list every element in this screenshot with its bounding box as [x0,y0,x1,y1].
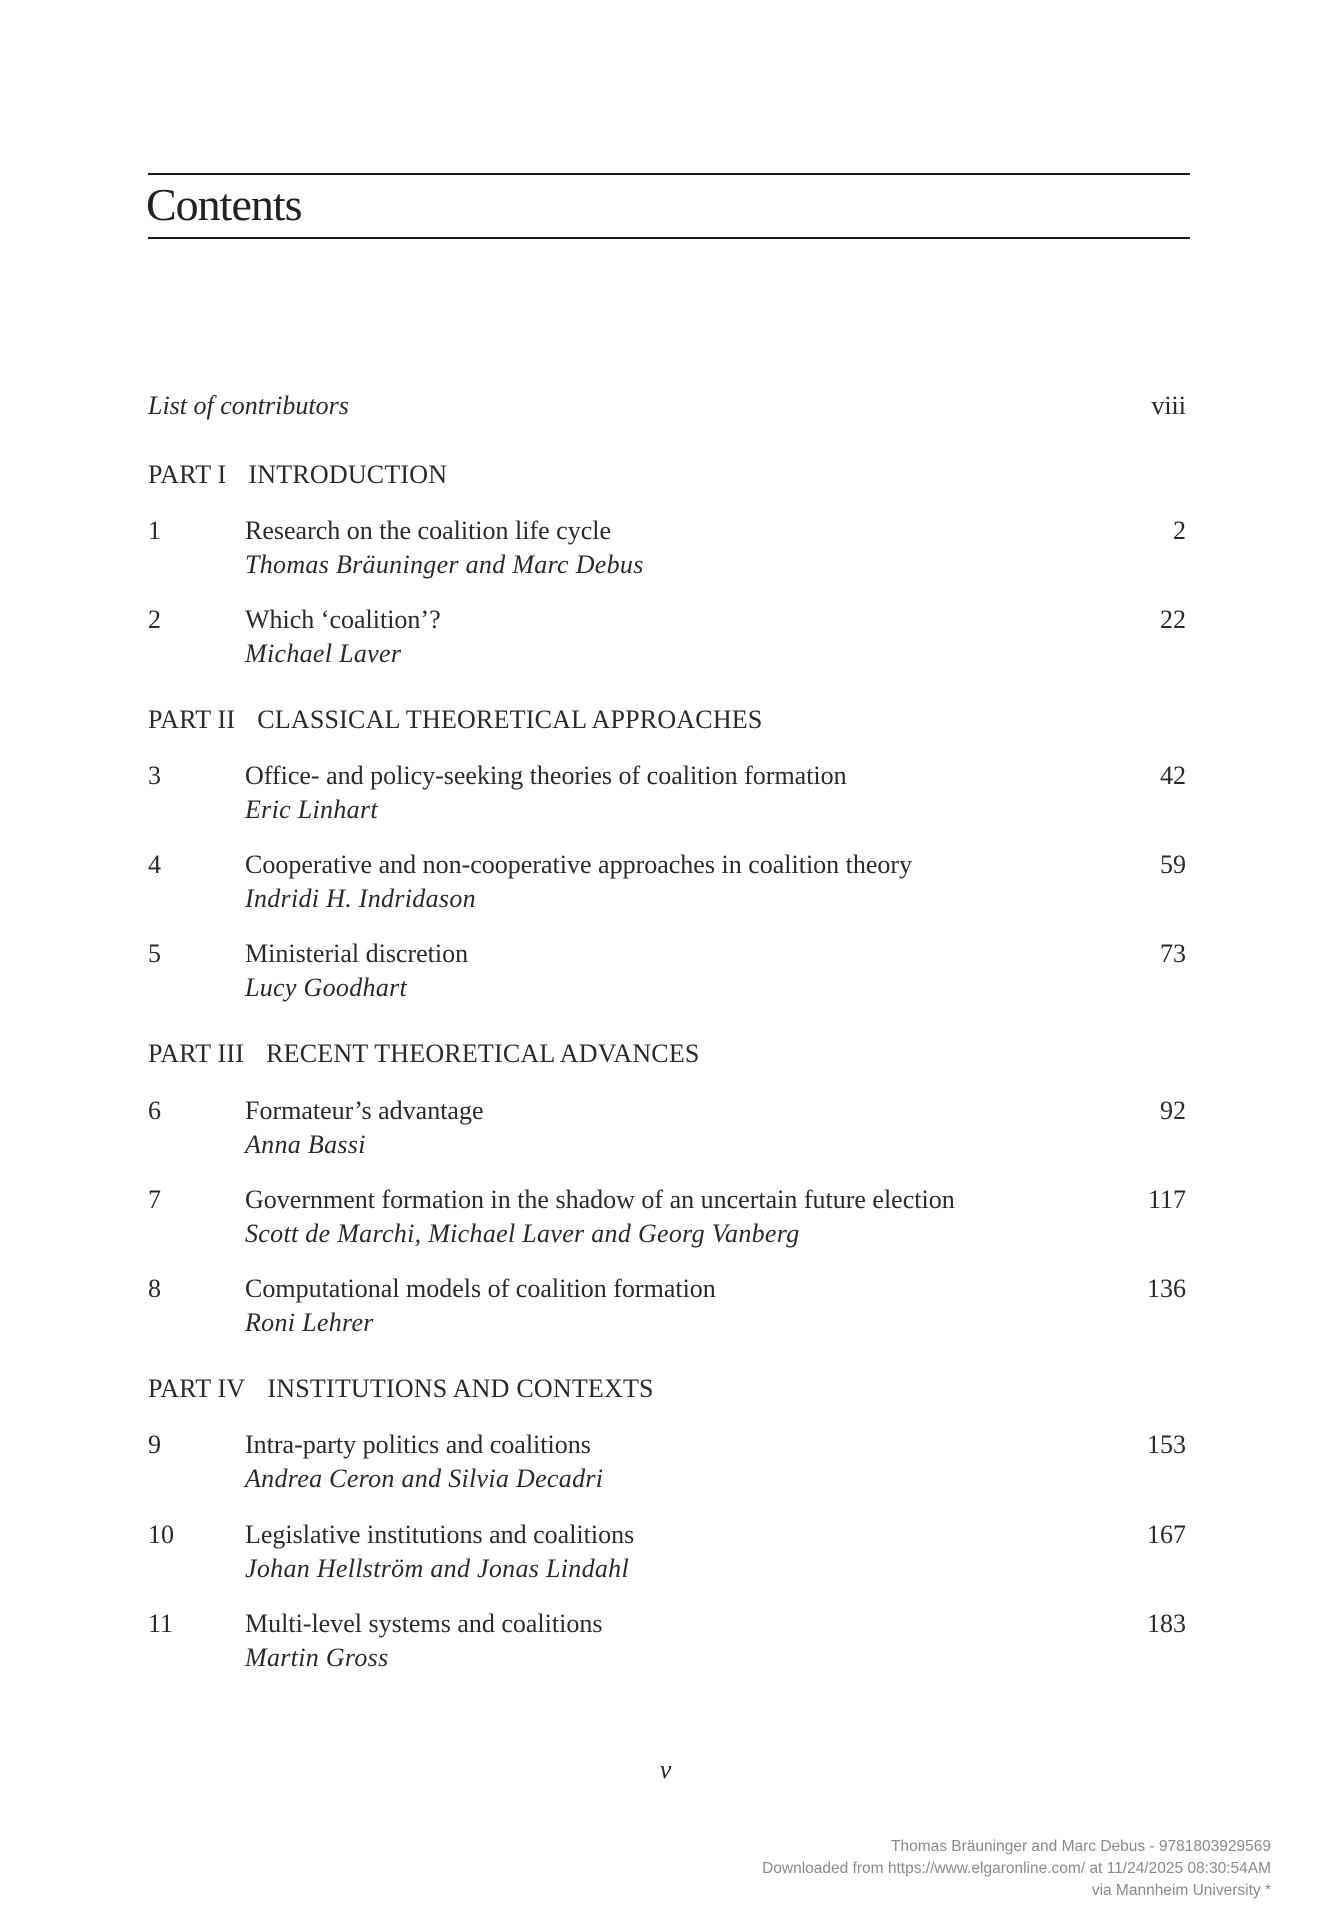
toc-chapter-entry[interactable] [148,848,1190,916]
chapter-number: 9 [148,1430,161,1459]
chapter-author: Scott de Marchi, Michael Laver and Georg Vanberg [245,1219,800,1248]
chapter-author: Thomas Bräuninger and Marc Debus [245,550,644,579]
chapter-author: Roni Lehrer [245,1308,374,1337]
part-heading [148,1037,1190,1071]
chapter-title: Multi-level systems and coalitions [245,1609,603,1638]
chapter-author: Eric Linhart [245,795,378,824]
toc-page-number: 136 [1147,1274,1186,1303]
part-label: PART III [148,1039,245,1068]
watermark-line: Downloaded from https://www.elgaronline.com/ at 11/24/2025 08:30:54AM [762,1860,1271,1877]
chapter-title: Research on the coalition life cycle [245,516,612,545]
download-watermark [762,1836,1271,1902]
part-title: INSTITUTIONS AND CONTEXTS [267,1374,654,1403]
chapter-number: 11 [148,1609,174,1638]
toc-page-number: 92 [1160,1096,1186,1125]
chapter-number: 5 [148,939,161,968]
part-heading [148,1372,1190,1406]
toc-chapter-entry[interactable] [148,1428,1190,1496]
toc-chapter-entry[interactable] [148,603,1190,671]
chapter-author: Lucy Goodhart [245,973,408,1002]
watermark-line: via Mannheim University * [1091,1882,1271,1899]
chapter-author: Johan Hellström and Jonas Lindahl [245,1554,630,1583]
chapter-number: 8 [148,1274,161,1303]
part-title: RECENT THEORETICAL ADVANCES [266,1039,700,1068]
chapter-title: Which ‘coalition’? [245,605,441,634]
toc-page-number: viii [1151,391,1186,420]
toc-entry-label: List of contributors [148,391,349,420]
title-underline-rule [148,237,1190,239]
toc-page-number: 167 [1147,1520,1186,1549]
page-folio: v [659,1755,672,1784]
toc-page-number: 183 [1147,1609,1186,1638]
chapter-number: 7 [148,1185,161,1214]
chapter-title: Office- and policy-seeking theories of coalition formation [245,761,847,790]
page-title: Contents [146,179,302,230]
toc-page-number: 42 [1160,761,1186,790]
chapter-title: Formateur’s advantage [245,1096,484,1125]
part-heading [148,458,1190,492]
chapter-number: 6 [148,1096,161,1125]
toc-page-number: 22 [1160,605,1186,634]
chapter-title: Computational models of coalition formation [245,1274,716,1303]
toc-page-number: 153 [1147,1430,1186,1459]
toc-page-number: 59 [1160,850,1186,879]
part-title: INTRODUCTION [248,460,448,489]
part-heading [148,703,1190,737]
chapter-number: 4 [148,850,161,879]
part-label: PART II [148,705,236,734]
watermark-line: Thomas Bräuninger and Marc Debus - 9781803929569 [891,1838,1271,1855]
toc-page-number: 73 [1160,939,1186,968]
toc-chapter-entry[interactable] [148,1518,1190,1586]
chapter-author: Indridi H. Indridason [245,884,476,913]
toc-chapter-entry[interactable] [148,937,1190,1005]
chapter-number: 3 [148,761,161,790]
chapter-number: 10 [148,1520,174,1549]
part-label: PART I [148,460,227,489]
toc-chapter-entry[interactable] [148,1094,1190,1162]
toc-entry-list-of-contributors[interactable] [148,389,1190,423]
toc-chapter-entry[interactable] [148,1272,1190,1340]
chapter-number: 1 [148,516,161,545]
toc-page-number: 117 [1147,1185,1186,1214]
chapter-author: Andrea Ceron and Silvia Decadri [245,1464,604,1493]
chapter-title: Cooperative and non-cooperative approaches in coalition theory [245,850,913,879]
top-rule [148,173,1190,175]
chapter-title: Ministerial discretion [245,939,469,968]
toc-chapter-entry[interactable] [148,1607,1190,1675]
chapter-title: Government formation in the shadow of an uncertain future election [245,1185,955,1214]
chapter-title: Legislative institutions and coalitions [245,1520,635,1549]
part-title: CLASSICAL THEORETICAL APPROACHES [257,705,763,734]
chapter-author: Martin Gross [245,1643,389,1672]
toc-chapter-entry[interactable] [148,1183,1190,1251]
toc-chapter-entry[interactable] [148,514,1190,582]
chapter-number: 2 [148,605,161,634]
toc-page-number: 2 [1173,516,1186,545]
chapter-author: Michael Laver [245,639,402,668]
part-label: PART IV [148,1374,246,1403]
toc-chapter-entry[interactable] [148,759,1190,827]
chapter-title: Intra-party politics and coalitions [245,1430,591,1459]
chapter-author: Anna Bassi [245,1130,366,1159]
